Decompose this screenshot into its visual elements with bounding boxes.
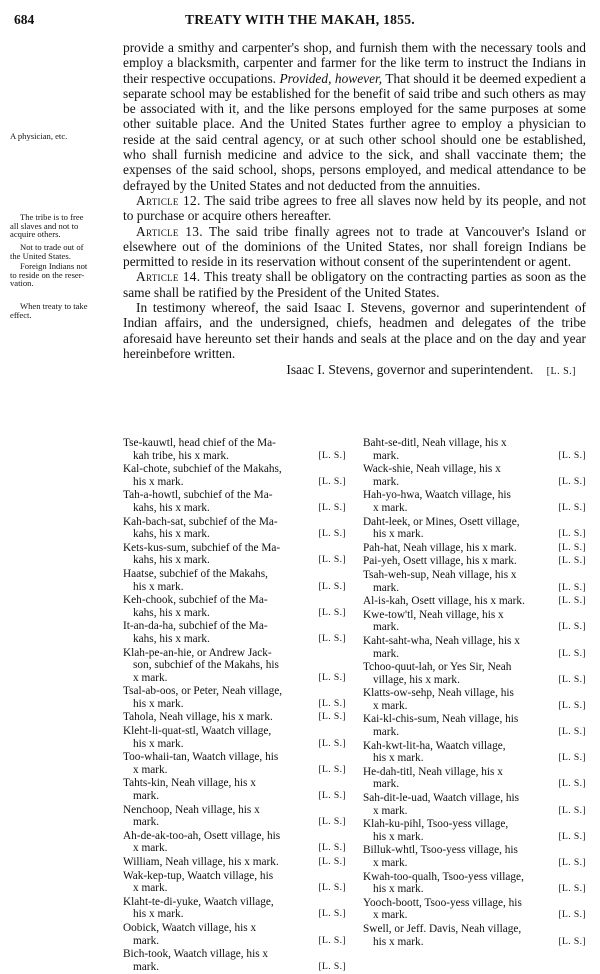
margin-note-foreign: Foreign Indians not to reside on the reser- vation. <box>10 261 88 289</box>
signatory-entry <box>363 489 586 514</box>
signatory-entry <box>123 594 346 619</box>
seal-mark: [L. S.] <box>318 816 346 828</box>
signatory-mark: [L. S.] x mark. <box>133 882 346 895</box>
signatory-name: Swell, or Jeff. Davis, Neah village, <box>363 922 522 935</box>
seal-mark: [L. S.] <box>558 909 586 921</box>
signatory-mark: [L. S.] mark. <box>373 475 586 488</box>
signatories-right-column <box>363 437 586 974</box>
signatory-name: Haatse, subchief of the Makahs, <box>123 567 268 580</box>
signatories <box>123 437 586 974</box>
stevens-signature: Isaac I. Stevens, governor and superintendent. [L. S.] <box>286 362 576 378</box>
seal-mark: [L. S.] <box>558 449 586 461</box>
signatory-name: Yooch-boott, Tsoo-yess village, his <box>363 896 522 909</box>
signatory-entry <box>363 555 586 568</box>
seal-mark: [L. S.] <box>558 541 586 553</box>
signatory-name: Kets-kus-sum, subchief of the Ma- <box>123 541 281 554</box>
signatory-name: Wak-kep-tup, Waatch village, his <box>123 869 274 882</box>
signatory-name: Tse-kauwtl, head chief of the Ma- <box>123 437 276 449</box>
signatory-mark: [L. S.] mark. <box>133 934 346 947</box>
running-title: TREATY WITH THE MAKAH, 1855. <box>185 12 415 27</box>
signatory-name: Klah-ku-pihl, Tsoo-yess village, <box>363 818 509 831</box>
signatory-name: Keh-chook, subchief of the Ma- <box>123 594 268 607</box>
article-13: Article 13. The said tribe finally agrees not to trade at Vancouver's Island or elsewhere out of the dominions of the United States, nor shall foreign Indians be permitted to reside in its reservation without consent of the superintendent or agent. <box>123 223 587 270</box>
page-number: 684 <box>14 12 35 27</box>
signatory-entry <box>123 685 346 710</box>
signatory-mark: [L. S.] his x mark. <box>373 528 586 541</box>
signatory-entry <box>363 516 586 541</box>
seal-mark: [L. S.] <box>558 673 586 685</box>
signatory-entry <box>363 661 586 686</box>
seal-mark: [L. S.] <box>558 935 586 947</box>
signatory-entry <box>123 463 346 488</box>
seal-mark: [L. S.] <box>558 595 586 607</box>
signatory-entry <box>123 568 346 593</box>
paragraph-continuation: provide a smithy and carpenter's shop, and furnish them with the necessary tools and employ a blacksmith, carpenter and farmer for the like term to instruct the Indians in their respective occupations. Provided, however, That should it be deemed expedient a separate school may be established for the benefit of said tribe and such others as may be associated with it, and the like persons employed for the same purposes at some other suitable place. And the United States further agree to employ a physician to reside at the said central agency, or at such other school should one be established, who shall furnish medicine and advice to the sick, and shall vaccinate them; the expenses of the said school, shops, persons employed, and medical attendance to be defrayed by the United States and not deducted from the annuities. <box>123 40 586 193</box>
seal-mark: [L. S.] <box>558 883 586 895</box>
article-13-label: Article 13. <box>136 223 203 239</box>
signatory-mark: [L. S.] kahs, his x mark. <box>133 606 346 619</box>
signatory-entry <box>123 542 346 567</box>
signatory-mark: [L. S.] x mark. <box>133 763 346 776</box>
margin-note-effect: When treaty to take effect. <box>10 301 88 320</box>
signatory-entry <box>123 620 346 645</box>
signatory-mark: [L. S.] mark. <box>133 790 346 803</box>
signatory-mark: [L. S.] mark. <box>373 726 586 739</box>
signatory-entry <box>123 830 346 855</box>
seal-mark: [L. S.] <box>558 581 586 593</box>
signatory-mark: [L. S.] mark. <box>373 647 586 660</box>
seal-mark: [L. S.] <box>318 882 346 894</box>
margin-note-slaves: The tribe is to free all slaves and not to acquire others. <box>10 212 84 240</box>
seal-mark: [L. S.] <box>558 555 586 567</box>
signatory-entry <box>363 542 586 555</box>
signatory-name: Al-is-kah, Osett village, his x mark. <box>363 595 525 608</box>
seal-mark: [L. S.] <box>558 752 586 764</box>
treaty-body <box>123 40 586 380</box>
signatory-name: Kal-chote, subchief of the Makahs, <box>123 463 282 476</box>
seal-mark: [L. S.] <box>318 934 346 946</box>
seal-mark: [L. S.] <box>558 621 586 633</box>
signatory-name: Pai-yeh, Osett village, his x mark. <box>363 555 517 568</box>
signatory-name: Klatts-ow-sehp, Neah village, his <box>363 687 514 700</box>
signatory-name: Ah-de-ak-too-ah, Osett village, his <box>123 829 281 842</box>
seal-mark: [L. S.] <box>558 804 586 816</box>
seal-mark: [L. S.] <box>558 647 586 659</box>
seal-mark: [L. S.] <box>318 960 346 972</box>
signatory-mark: [L. S.] x mark. <box>373 699 586 712</box>
signatory-name: Tah-a-howtl, subchief of the Ma- <box>123 489 273 502</box>
seal-mark: [L. S.] <box>558 857 586 868</box>
signatory-name: Sah-dit-le-uad, Waatch village, his <box>363 792 520 805</box>
signatory-entry <box>123 777 346 802</box>
seal-mark: [L. S.] <box>558 501 586 513</box>
article-14: Article 14. This treaty shall be obligatory on the contracting parties as soon as the same shall be ratified by the President of the United States. <box>123 269 587 300</box>
signatory-name: Tsal-ab-oos, or Peter, Neah village, <box>123 685 283 698</box>
seal-mark: [L. S.] <box>318 908 346 920</box>
seal-mark: [L. S.] <box>558 699 586 711</box>
signatory-entry <box>363 635 586 660</box>
signatory-entry <box>363 740 586 765</box>
signatory-name: Kah-kwt-lit-ha, Waatch village, <box>363 739 506 752</box>
signatory-name: Tahts-kin, Neah village, his x <box>123 777 256 790</box>
signatory-entry <box>363 766 586 791</box>
signatory-name: He-dah-titl, Neah village, his x <box>363 765 503 778</box>
signatory-entry <box>123 948 346 973</box>
signatory-entry <box>363 792 586 817</box>
signatory-entry <box>363 713 586 738</box>
seal-mark: [L. S.] <box>546 366 576 378</box>
signatory-name: Klah-pe-an-hie, or Andrew Jack- <box>123 646 272 659</box>
signatory-name: It-an-da-ha, subchief of the Ma- <box>123 620 268 633</box>
article-12: Article 12. The said tribe agrees to free all slaves now held by its people, and not to purchase or acquire others hereafter. <box>123 192 587 224</box>
signatory-entry <box>363 437 586 462</box>
signatory-mark: [L. S.] mark. <box>373 449 586 462</box>
seal-mark: [L. S.] <box>318 790 346 802</box>
signatory-entry <box>123 896 346 921</box>
signatory-name: William, Neah village, his x mark. <box>123 856 279 868</box>
signatory-name: Bich-took, Waatch village, his x <box>123 948 269 961</box>
signatory-name: Oobick, Waatch village, his x <box>123 921 257 934</box>
signatory-mark: [L. S.] his x mark. <box>373 883 586 896</box>
signatory-mark: [L. S.] mark. <box>373 621 586 634</box>
signatory-entry <box>363 609 586 634</box>
seal-mark: [L. S.] <box>318 842 346 854</box>
seal-mark: [L. S.] <box>558 475 586 487</box>
signatory-mark: [L. S.] kahs, his x mark. <box>133 632 346 645</box>
seal-mark: [L. S.] <box>318 528 346 540</box>
signatory-mark: [L. S.] his x mark. <box>373 935 586 948</box>
signatory-entry <box>123 516 346 541</box>
article-14-label: Article 14. <box>136 269 201 285</box>
seal-mark: [L. S.] <box>318 697 346 709</box>
signatory-mark: [L. S.] his x mark. <box>373 830 586 843</box>
signatory-mark: [L. S.] x mark. <box>373 857 586 869</box>
signatory-name: Too-whaii-tan, Waatch village, his <box>123 751 279 764</box>
proviso: Provided, however, <box>279 70 383 86</box>
signatory-name: Kai-kl-chis-sum, Neah village, his <box>363 713 519 726</box>
signatory-entry <box>123 870 346 895</box>
margin-note-physician: A physician, etc. <box>10 131 68 141</box>
signatory-name: Baht-se-ditl, Neah village, his x <box>363 437 507 449</box>
signatory-entry <box>123 856 346 869</box>
signatory-mark: [L. S.] his x mark. <box>133 697 346 710</box>
margin-note-trade: Not to trade out of the United States. <box>10 242 84 261</box>
seal-mark: [L. S.] <box>558 528 586 540</box>
article-12-label: Article 12. <box>136 192 201 208</box>
signatory-mark: [L. S.] mark. <box>373 581 586 594</box>
signatory-mark: [L. S.] kahs, his x mark. <box>133 528 346 541</box>
signatory-name: Kleht-li-quat-stl, Waatch village, <box>123 725 272 738</box>
signatory-mark: [L. S.] his x mark. <box>133 737 346 750</box>
signatory-entry <box>363 897 586 922</box>
seal-mark: [L. S.] <box>558 778 586 790</box>
seal-mark: [L. S.] <box>318 737 346 749</box>
signatory-name: Tahola, Neah village, his x mark. <box>123 711 273 724</box>
signatory-mark: [L. S.] his x mark. <box>133 475 346 488</box>
signatory-mark: [L. S.] kahs, his x mark. <box>133 554 346 567</box>
signatory-mark: [L. S.] his x mark. <box>133 580 346 593</box>
signatory-mark: [L. S.] x mark. <box>373 501 586 514</box>
signatory-entry <box>123 711 346 724</box>
seal-mark: [L. S.] <box>318 475 346 487</box>
seal-mark: [L. S.] <box>318 501 346 513</box>
signatory-name: Billuk-whtl, Tsoo-yess village, his <box>363 844 518 857</box>
seal-mark: [L. S.] <box>318 856 346 867</box>
signatory-mark: [L. S.] x mark. <box>133 671 346 684</box>
signatory-mark: [L. S.] his x mark. <box>373 752 586 765</box>
signatory-entry <box>363 463 586 488</box>
signatory-entry <box>363 569 586 594</box>
signatory-mark: [L. S.] mark. <box>133 816 346 829</box>
signatory-name: Tsah-weh-sup, Neah village, his x <box>363 568 517 581</box>
signatory-name: Hah-yo-hwa, Waatch village, his <box>363 489 511 502</box>
signatory-name: Pah-hat, Neah village, his x mark. <box>363 541 517 554</box>
signatory-name: Kwah-too-qualh, Tsoo-yess village, <box>363 870 524 883</box>
signatory-entry <box>123 725 346 750</box>
signatory-entry <box>363 595 586 608</box>
signatory-name: Tchoo-quut-lah, or Yes Sir, Neah <box>363 661 512 674</box>
seal-mark: [L. S.] <box>318 711 346 723</box>
seal-mark: [L. S.] <box>558 726 586 738</box>
signatory-name: Kah-bach-sat, subchief of the Ma- <box>123 515 278 528</box>
seal-mark: [L. S.] <box>558 830 586 842</box>
signatory-entry <box>123 922 346 947</box>
seal-mark: [L. S.] <box>318 606 346 618</box>
signatory-name: Wack-shie, Neah village, his x <box>363 463 501 476</box>
signatory-name: Nenchoop, Neah village, his x <box>123 803 260 816</box>
signatories-left-column <box>123 437 346 974</box>
seal-mark: [L. S.] <box>318 449 346 461</box>
signatory-entry <box>123 437 346 462</box>
seal-mark: [L. S.] <box>318 554 346 566</box>
signatory-entry <box>123 647 346 685</box>
seal-mark: [L. S.] <box>318 671 346 683</box>
signatory-name: Kaht-saht-wha, Neah village, his x <box>363 634 520 647</box>
signatory-name: Kwe-tow'tl, Neah village, his x <box>363 608 504 621</box>
signatory-entry <box>363 923 586 948</box>
seal-mark: [L. S.] <box>318 580 346 592</box>
signatory-mark: [L. S.] x mark. <box>373 804 586 817</box>
signatory-entry <box>363 687 586 712</box>
signatory-entry <box>363 844 586 869</box>
signatory-mark: [L. S.] village, his x mark. <box>373 673 586 686</box>
signatory-mark: [L. S.] x mark. <box>373 909 586 922</box>
signatory-entry <box>363 818 586 843</box>
page-header <box>14 12 586 32</box>
signatory-mark: [L. S.] kah tribe, his x mark. <box>133 449 346 462</box>
seal-mark: [L. S.] <box>318 763 346 775</box>
signatory-mark: [L. S.] kahs, his x mark. <box>133 501 346 514</box>
signatory-name: Daht-leek, or Mines, Osett village, <box>363 515 520 528</box>
signatory-entry <box>363 871 586 896</box>
signatory-mark: [L. S.] mark. <box>133 960 346 973</box>
signatory-mark: [L. S.] his x mark. <box>133 908 346 921</box>
seal-mark: [L. S.] <box>318 632 346 644</box>
signatory-name: Klaht-te-di-yuke, Waatch village, <box>123 895 274 908</box>
signatory-mark: [L. S.] x mark. <box>133 842 346 855</box>
testimony-clause: In testimony whereof, the said Isaac I. Stevens, governor and superintendent of Indian affairs, and the undersigned, chiefs, headmen and delegates of the tribe aforesaid have hereunto set their hands and seals at the place and on the day and year hereinbefore written. <box>123 300 586 361</box>
signatory-entry <box>123 804 346 829</box>
signatory-entry <box>123 489 346 514</box>
signatory-mark: [L. S.] mark. <box>373 778 586 791</box>
signatory-entry <box>123 751 346 776</box>
signatory-continuation: son, subchief of the Makahs, his <box>133 659 279 672</box>
